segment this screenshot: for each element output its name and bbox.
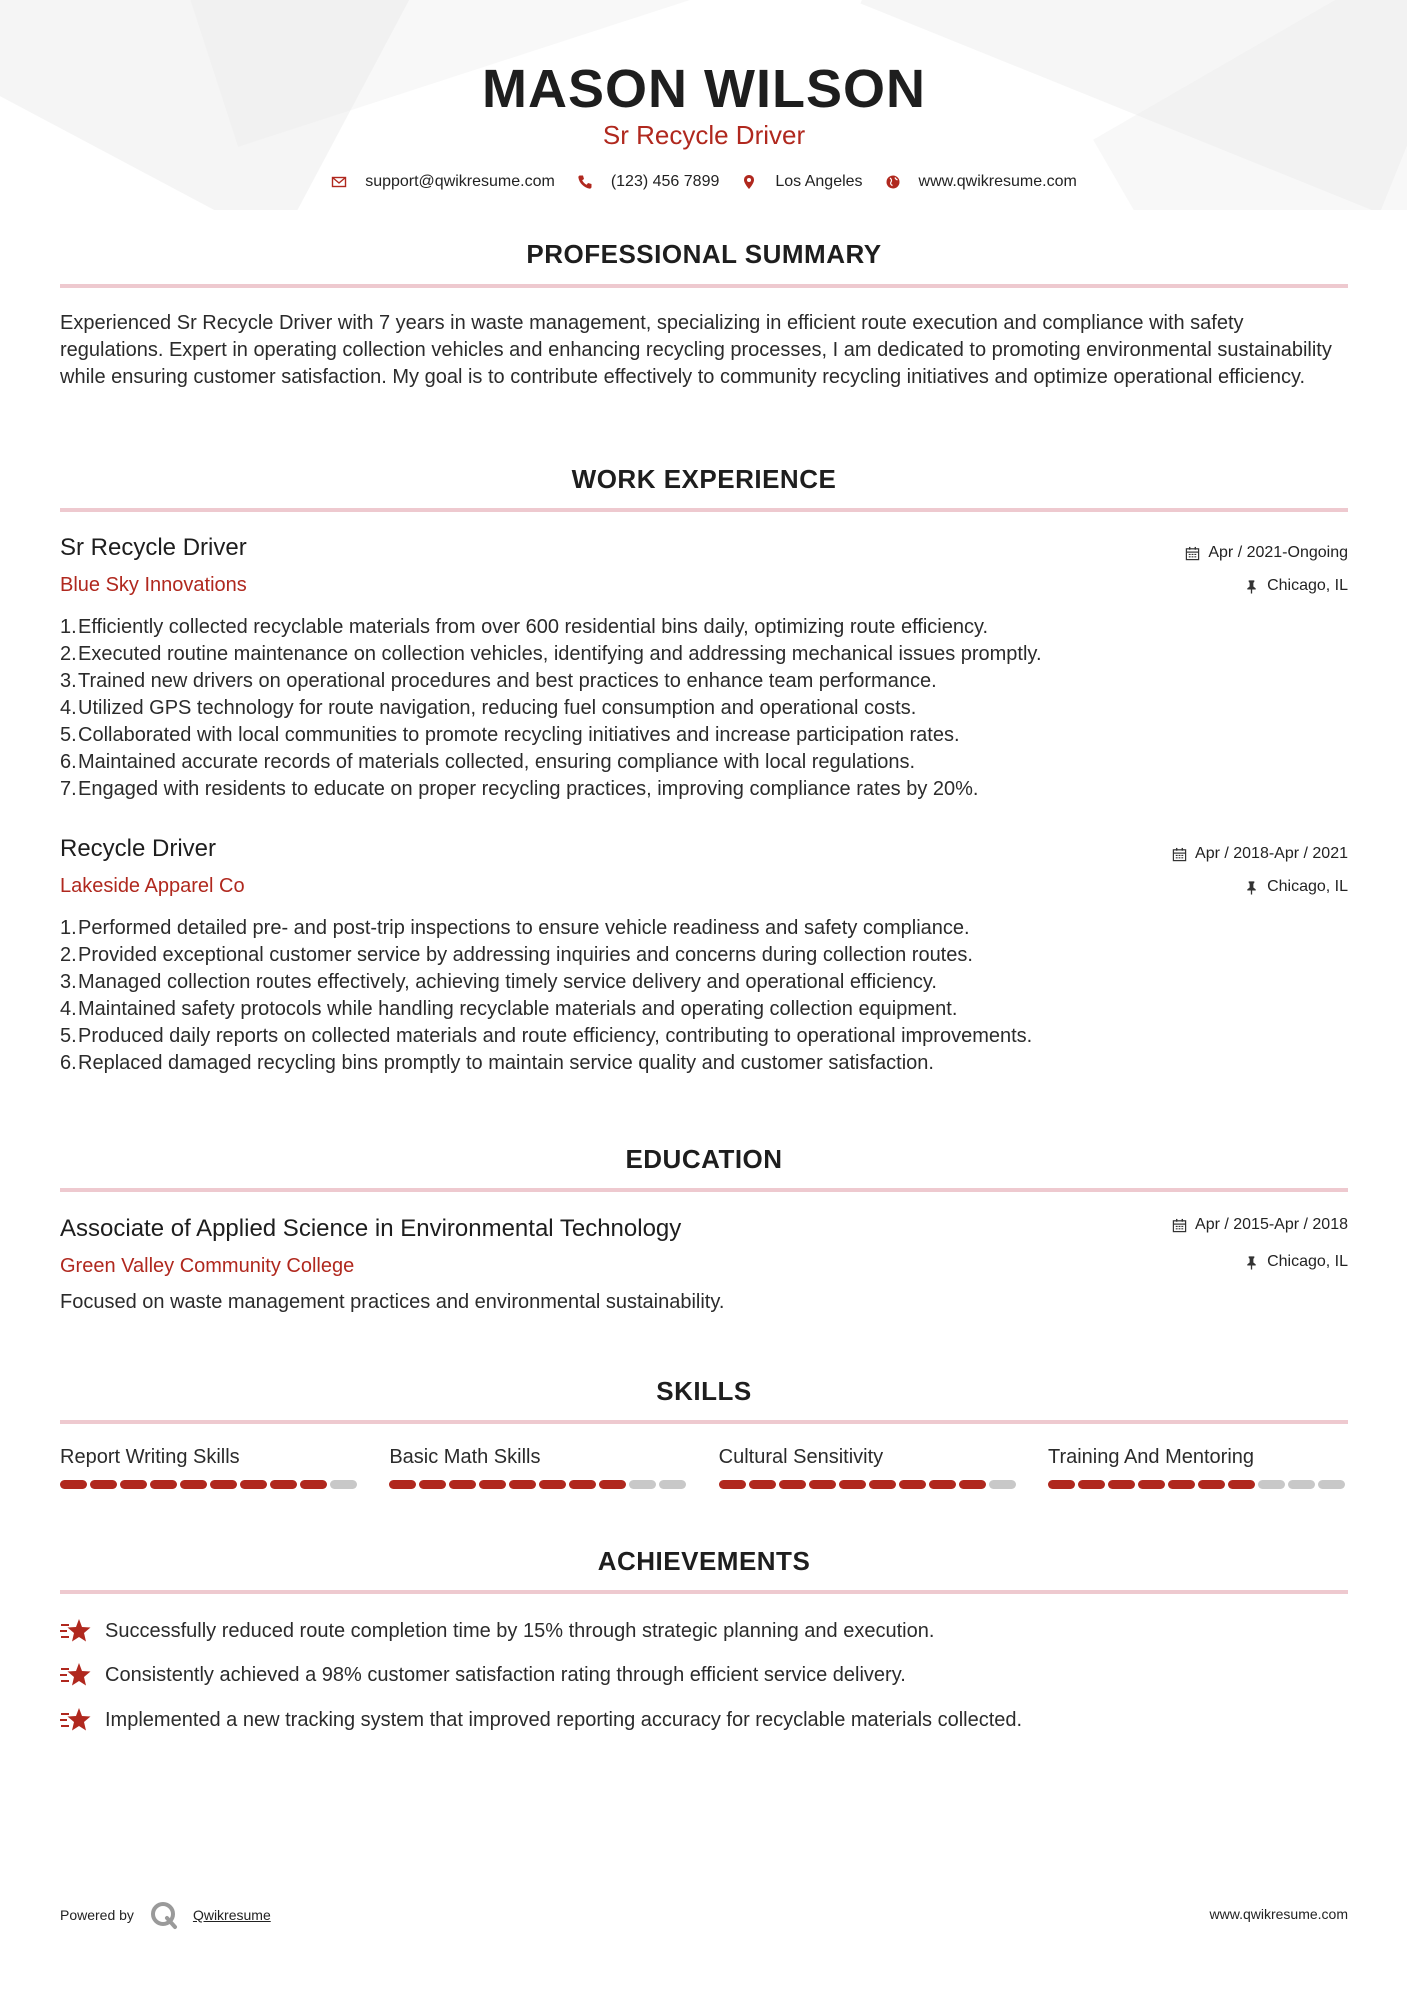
skill-level-segment (120, 1480, 147, 1489)
skill-level-bar (60, 1480, 360, 1489)
skill-level-bar (1048, 1480, 1348, 1489)
summary-text: Experienced Sr Recycle Driver with 7 years in waste management, specializing in efficient route execution and compliance with safety regulations. Expert in operating collection vehicles and enhancing recycling processes, I am dedicated to promoting environmental sustainability while ensuring customer satisfaction. My goal is to contribute effectively to community recycling initiatives and optimize operational efficiency. (60, 312, 1332, 388)
star-badge-icon (60, 1706, 92, 1734)
location-text: Los Angeles (775, 173, 863, 190)
star-badge-icon (60, 1661, 92, 1689)
section-title-summary: PROFESSIONAL SUMMARY (526, 239, 882, 269)
footer-powered-by (60, 1900, 271, 1930)
list-item: 6. Maintained accurate records of materials collected, ensuring compliance with local regulations. (60, 751, 916, 773)
job-location-text: Chicago, IL (1267, 878, 1348, 895)
list-item: 1. Efficiently collected recyclable materials from over 600 residential bins daily, optimizing route efficiency. (60, 616, 989, 638)
phone-icon (577, 174, 593, 190)
list-item: 4. Maintained safety protocols while handling recyclable materials and operating collection equipment. (60, 998, 958, 1020)
qwikresume-logo (149, 1900, 179, 1930)
skills-list (60, 1446, 1348, 1489)
calendar-icon (1172, 847, 1187, 862)
education-degree: Associate of Applied Science in Environmental Technology (60, 1215, 682, 1242)
section-title-experience: WORK EXPERIENCE (571, 464, 837, 494)
section-title-skills: SKILLS (656, 1376, 752, 1406)
pin-icon (1244, 579, 1259, 594)
skill-level-segment (509, 1480, 536, 1489)
section-divider (60, 1188, 1348, 1192)
candidate-role: Sr Recycle Driver (602, 120, 806, 150)
education-location-text: Chicago, IL (1267, 1253, 1348, 1270)
map-marker-icon (741, 174, 757, 190)
pin-icon (1244, 880, 1259, 895)
skill-item (1048, 1446, 1348, 1489)
skill-name: Training And Mentoring (1047, 1446, 1255, 1468)
list-item: 2. Executed routine maintenance on collection vehicles, identifying and addressing mechanical issues promptly. (60, 643, 1042, 665)
contact-website[interactable] (885, 173, 1077, 191)
skill-level-segment (210, 1480, 237, 1489)
job-company: Lakeside Apparel Co (60, 875, 245, 897)
skill-item (60, 1446, 360, 1489)
education-location (1244, 1253, 1348, 1271)
pin-icon (1244, 1255, 1259, 1270)
brand-link[interactable]: Qwikresume (192, 1907, 271, 1923)
skill-level-segment (180, 1480, 207, 1489)
skill-level-bar (719, 1480, 1019, 1489)
skill-level-segment (599, 1480, 626, 1489)
skill-name: Basic Math Skills (389, 1446, 541, 1468)
education-dates (1172, 1216, 1348, 1234)
skill-item (719, 1446, 1019, 1489)
skill-level-segment (90, 1480, 117, 1489)
skill-level-segment (989, 1480, 1016, 1489)
skill-level-segment (809, 1480, 836, 1489)
skill-level-segment (240, 1480, 267, 1489)
achievement-item (60, 1706, 1022, 1734)
skill-level-segment (1318, 1480, 1345, 1489)
candidate-name: MASON WILSON (482, 59, 926, 119)
list-item: 1. Performed detailed pre- and post-trip inspections to ensure vehicle readiness and safety compliance. (60, 917, 970, 939)
list-item: 4. Utilized GPS technology for route navigation, reducing fuel consumption and operational costs. (60, 697, 917, 719)
skill-level-segment (659, 1480, 686, 1489)
skill-level-segment (929, 1480, 956, 1489)
job-title: Sr Recycle Driver (60, 534, 247, 561)
skill-level-segment (629, 1480, 656, 1489)
contact-phone[interactable] (577, 173, 720, 191)
skill-level-segment (539, 1480, 566, 1489)
job-dates (1185, 544, 1348, 562)
skill-name: Report Writing Skills (60, 1446, 240, 1468)
section-divider (60, 1420, 1348, 1424)
achievement-text: Successfully reduced route completion time by 15% through strategic planning and execution. (105, 1619, 935, 1642)
skill-level-segment (449, 1480, 476, 1489)
job-location (1244, 878, 1348, 896)
job-company: Blue Sky Innovations (60, 574, 247, 596)
calendar-icon (1185, 546, 1200, 561)
job-bullets (60, 915, 1348, 1077)
footer-website[interactable]: www.qwikresume.com (1209, 1906, 1348, 1922)
job-dates-text: Apr / 2021-Ongoing (1208, 544, 1348, 561)
phone-text: (123) 456 7899 (610, 173, 720, 190)
email-text: support@qwikresume.com (365, 173, 555, 190)
skill-level-segment (779, 1480, 806, 1489)
skill-level-segment (1108, 1480, 1135, 1489)
skill-level-segment (479, 1480, 506, 1489)
education-description: Focused on waste management practices and environmental sustainability. (60, 1291, 725, 1313)
skill-name: Cultural Sensitivity (718, 1446, 884, 1468)
skill-level-segment (270, 1480, 297, 1489)
skill-level-segment (389, 1480, 416, 1489)
skill-level-segment (1198, 1480, 1225, 1489)
education-dates-text: Apr / 2015-Apr / 2018 (1195, 1216, 1348, 1233)
list-item: 2. Provided exceptional customer service by addressing inquiries and concerns during collection routes. (60, 944, 973, 966)
section-title-achievements: ACHIEVEMENTS (597, 1546, 811, 1576)
skill-level-segment (1228, 1480, 1255, 1489)
skill-level-segment (839, 1480, 866, 1489)
globe-icon (885, 174, 901, 190)
skill-level-segment (1168, 1480, 1195, 1489)
contact-email[interactable] (331, 173, 555, 191)
job-bullets (60, 614, 1348, 803)
achievement-item (60, 1661, 906, 1689)
contact-bar (60, 173, 1348, 191)
job-dates-text: Apr / 2018-Apr / 2021 (1195, 845, 1348, 862)
contact-location (741, 173, 862, 191)
list-item: 3. Managed collection routes effectively, achieving timely service delivery and operational efficiency. (60, 971, 937, 993)
achievement-text: Implemented a new tracking system that improved reporting accuracy for recyclable materials collected. (105, 1708, 1023, 1731)
section-divider (60, 508, 1348, 512)
job-title: Recycle Driver (60, 835, 217, 862)
section-divider (60, 284, 1348, 288)
skill-level-segment (300, 1480, 327, 1489)
list-item: 5. Produced daily reports on collected materials and route efficiency, contributing to operational improvements. (60, 1025, 1033, 1047)
skill-level-segment (330, 1480, 357, 1489)
job-dates (1172, 845, 1348, 863)
envelope-icon (331, 174, 347, 190)
section-divider (60, 1590, 1348, 1594)
skill-item (389, 1446, 689, 1489)
list-item: 5. Collaborated with local communities to promote recycling initiatives and increase participation rates. (60, 724, 960, 746)
skill-level-segment (419, 1480, 446, 1489)
skill-level-segment (150, 1480, 177, 1489)
job-location (1244, 577, 1348, 595)
star-badge-icon (60, 1617, 92, 1645)
skill-level-segment (60, 1480, 87, 1489)
list-item: 6. Replaced damaged recycling bins promptly to maintain service quality and customer satisfaction. (60, 1052, 934, 1074)
skill-level-segment (1078, 1480, 1105, 1489)
skill-level-segment (1258, 1480, 1285, 1489)
website-text: www.qwikresume.com (918, 173, 1077, 190)
skill-level-segment (1288, 1480, 1315, 1489)
powered-by-label: Powered by (60, 1907, 134, 1923)
skill-level-segment (959, 1480, 986, 1489)
list-item: 3. Trained new drivers on operational procedures and best practices to enhance team performance. (60, 670, 937, 692)
skill-level-segment (869, 1480, 896, 1489)
skill-level-segment (1138, 1480, 1165, 1489)
skill-level-segment (719, 1480, 746, 1489)
skill-level-segment (749, 1480, 776, 1489)
section-title-education: EDUCATION (625, 1144, 783, 1174)
skill-level-bar (389, 1480, 689, 1489)
list-item: 7. Engaged with residents to educate on proper recycling practices, improving compliance rates by 20%. (60, 778, 979, 800)
achievement-item (60, 1617, 934, 1645)
achievement-text: Consistently achieved a 98% customer satisfaction rating through efficient service delivery. (105, 1663, 906, 1686)
job-location-text: Chicago, IL (1267, 577, 1348, 594)
skill-level-segment (569, 1480, 596, 1489)
calendar-icon (1172, 1218, 1187, 1233)
skill-level-segment (1048, 1480, 1075, 1489)
skill-level-segment (899, 1480, 926, 1489)
education-school: Green Valley Community College (60, 1255, 355, 1277)
